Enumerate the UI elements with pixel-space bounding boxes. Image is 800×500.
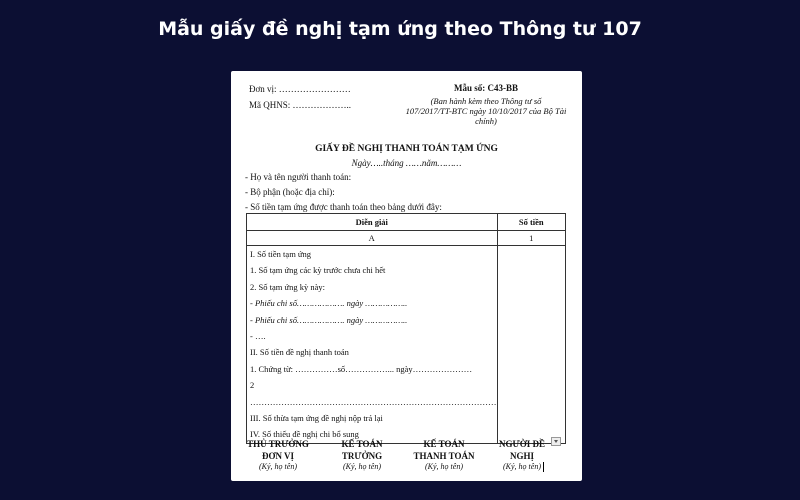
signature-requester: NGƯỜI ĐỀ NGHỊ (Ký, họ tên) [499, 439, 545, 472]
signature-payment-accountant: KẾ TOÁN THANH TOÁN (Ký, họ tên) [413, 439, 475, 472]
table-line: II. Số tiền đề nghị thanh toán [250, 347, 349, 358]
form-date: Ngày…..tháng ……năm……… [351, 158, 462, 168]
page-headline: Mẫu giấy đề nghị tạm ứng theo Thông tư 107 [158, 18, 642, 40]
amount-intro: - Số tiền tạm ứng được thanh toán theo bảng dưới đây: [245, 202, 442, 212]
qhns-field: Mã QHNS: ……………….. [249, 100, 352, 110]
table-line: 2 [250, 380, 255, 391]
code-1: 1 [497, 231, 566, 246]
table-line: - Phiếu chi số………………. ngày …………….. [250, 314, 408, 325]
signature-head-of-unit: THỦ TRƯỞNG ĐƠN VỊ (Ký, họ tên) [247, 439, 309, 472]
dropdown-arrow-icon[interactable] [551, 437, 561, 446]
code-a: A [247, 231, 498, 246]
table-header-row [247, 214, 566, 231]
issued-line-1: (Ban hành kèm theo Thông tư số [430, 96, 542, 106]
table-code-row [247, 231, 566, 246]
header-amount: Số tiền [497, 214, 566, 231]
payer-name-field: - Họ và tên người thanh toán: [245, 172, 352, 182]
amount-cell [497, 246, 566, 444]
table-line: 1. Chứng từ: ……………số……………... ngày………………… [250, 363, 473, 374]
issued-line-2: 107/2017/TT-BTC ngày 10/10/2017 của Bộ Tài [405, 106, 567, 116]
text-cursor [543, 462, 544, 472]
table-line: 2. Số tạm ứng kỳ này: [250, 281, 325, 292]
header-description: Diễn giải [247, 214, 498, 231]
form-number: Mẫu số: C43-BB [453, 83, 518, 93]
unit-field: Đơn vị: …………………… [249, 84, 351, 94]
issued-line-3: chính) [475, 116, 497, 126]
description-cell [247, 246, 498, 444]
table-line: III. Số thừa tạm ứng đề nghị nộp trả lại [250, 412, 383, 423]
table-line: - Phiếu chi số………………. ngày …………….. [250, 298, 408, 309]
table-line: I. Số tiền tạm ứng [250, 249, 312, 259]
table-line: IV. Số thiếu đề nghị chi bổ sung [250, 429, 359, 440]
table-line: 1. Số tạm ứng các kỳ trước chưa chi hết [250, 265, 386, 276]
table-body-row [247, 246, 566, 444]
table-line: - …. [250, 330, 266, 341]
table-line: …………………………………………………………………………… [250, 396, 497, 407]
form-document [231, 71, 582, 481]
department-field: - Bộ phận (hoặc địa chỉ): [245, 187, 335, 197]
form-title: GIẤY ĐỀ NGHỊ THANH TOÁN TẠM ỨNG [315, 144, 498, 154]
settlement-table [246, 213, 566, 444]
signature-chief-accountant: KẾ TOÁN TRƯỞNG (Ký, họ tên) [341, 439, 383, 472]
